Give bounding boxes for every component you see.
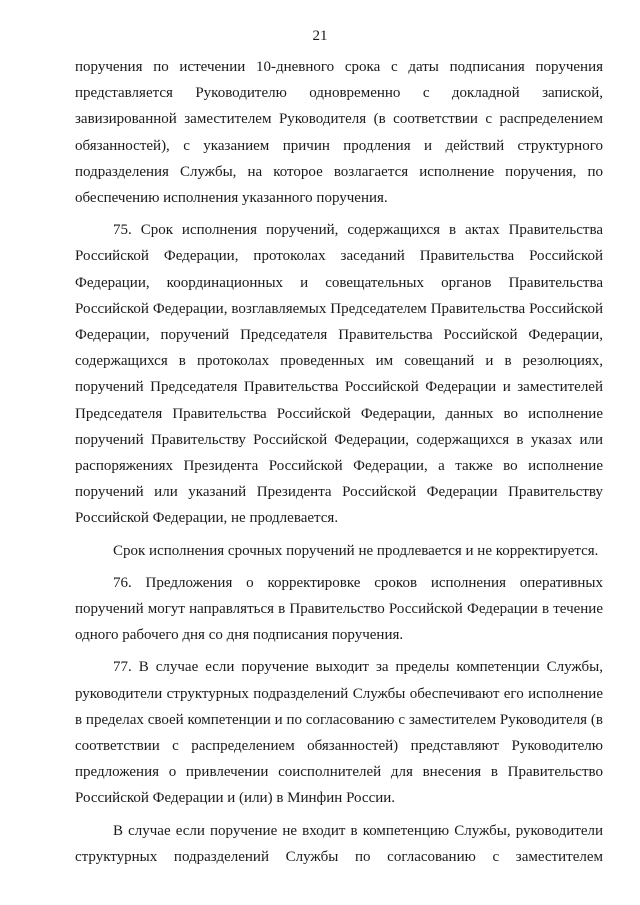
paragraph-75-extension: Срок исполнения срочных поручений не продлевается и не корректируется.	[113, 542, 599, 559]
paragraph-77-continuation: В случае если поручение не входит в компетенцию Службы, руководители структурных подразделений Службы по согласованию с заместителем	[75, 822, 603, 865]
paragraph-77: 77. В случае если поручение выходит за пределы компетенции Службы, руководители структурных подразделений Службы обеспечивают его исполнение в пределах своей компетенции и по согласованию с заместителем Руководителя (в соответствии с распределением обязанностей) представляют Руководителю предложения о привлечении соисполнителей для внесения в Правительство Российской Федерации и (или) в Минфин России.	[75, 659, 603, 807]
document-body	[75, 54, 603, 870]
paragraph-76: 76. Предложения о корректировке сроков исполнения оперативных поручений могут направляться в Правительство Российской Федерации в течение одного рабочего дня со дня подписания поручения.	[75, 574, 603, 644]
paragraph-75: 75. Срок исполнения поручений, содержащихся в актах Правительства Российской Федерации, протоколах заседаний Правительства Российской Федерации, координационных и совещательных органов Правительства Российской Федерации, возглавляемых Председателем Правительства Российской Федерации, поручений Председателя Правительства Российской Федерации, содержащихся в протоколах проведенных им совещаний и в резолюциях, поручений Председателя Правительства Российской Федерации и заместителей Председателя Правительства Российской Федерации, данных во исполнение поручений Правительству Российской Федерации, содержащихся в указах или распоряжениях Президента Российской Федерации, а также во исполнение поручений или указаний Президента Российской Федерации Правительству Российской Федерации, не продлевается.	[75, 222, 603, 527]
page-number: 21	[312, 28, 328, 44]
paragraph-continuation: поручения по истечении 10-дневного срока с даты подписания поручения представляется Руководителю одновременно с докладной запиской, завизированной заместителем Руководителя (в соответствии с распределением обязанностей), с указанием причин продления и действий структурного подразделения Службы, на которое возлагается исполнение поручения, по обеспечению исполнения указанного поручения.	[75, 59, 603, 207]
